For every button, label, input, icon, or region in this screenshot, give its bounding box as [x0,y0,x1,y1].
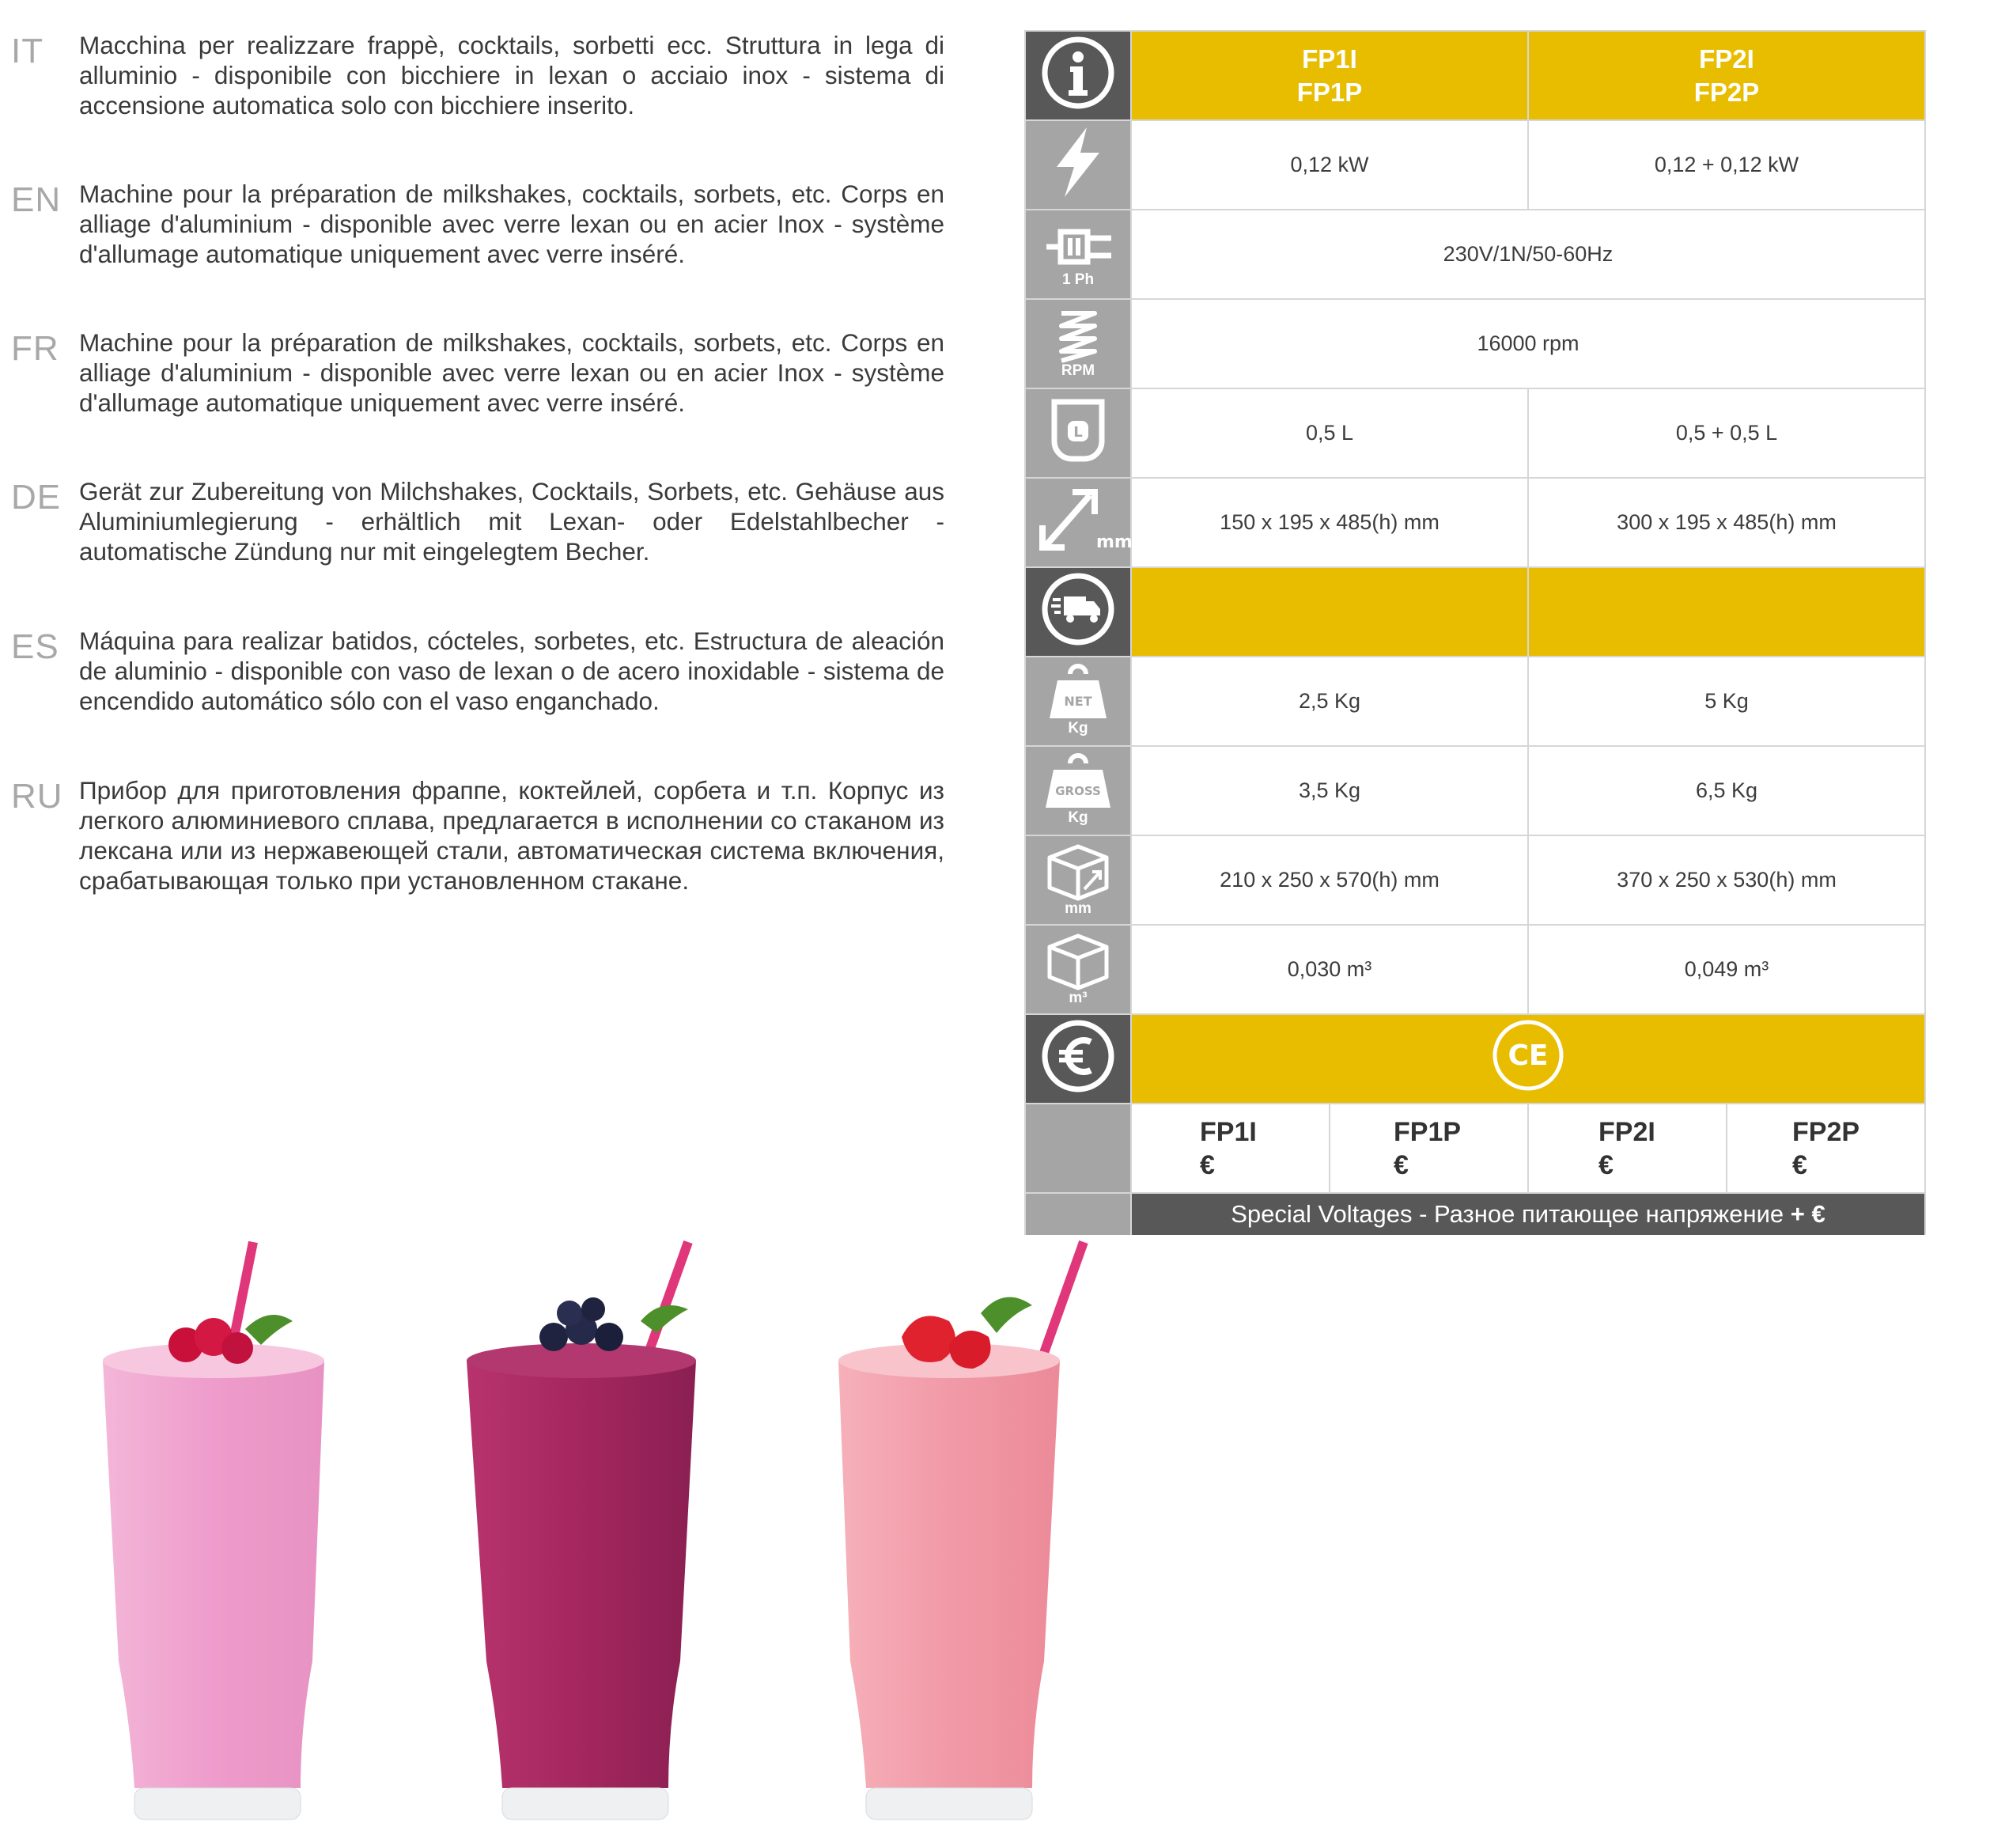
price-icon-cell [1025,1104,1131,1193]
power-a: 0,12 kW [1131,120,1528,210]
voltage: 230V/1N/50-60Hz [1131,210,1925,299]
language-code: ES [11,627,59,666]
power-icon-cell [1025,120,1131,210]
shipping-icon-cell [1025,567,1131,657]
blueberry-smoothie-glass [467,1242,696,1820]
description-text: Machine pour la préparation de milkshakes, cocktails, sorbets, etc. Corps en alliage d'aluminium - disponible avec verre lexan ou en acier Inox - système d'allumage automatique uniquement avec verre inséré. [79,180,944,268]
net-weight-icon [1046,666,1110,721]
description-text: Machine pour la préparation de milkshakes, cocktails, sorbets, etc. Corps en alliage d'aluminium - disponible avec verre lexan ou en acier Inox - système d'allumage automatique uniquement avec verre inséré. [79,328,944,417]
net-weight-a: 2,5 Kg [1131,657,1528,746]
description-ru [11,775,944,896]
volume-b: 0,049 m³ [1528,925,1925,1014]
plug-icon-cell [1025,210,1131,299]
volume-a: 0,030 m³ [1131,925,1528,1014]
box-volume-icon [1045,933,1111,991]
capacity-b: 0,5 + 0,5 L [1528,388,1925,478]
net-weight-icon-cell [1025,657,1131,746]
net-weight-b: 5 Kg [1528,657,1925,746]
shipping-header-a [1131,567,1528,657]
spring-icon [1050,309,1106,364]
language-code: IT [11,32,44,70]
ce-mark-icon [1490,1017,1566,1093]
description-text: Máquina para realizar batidos, cócteles, sorbetes, etc. Estructura de aleación de aluminio - disponible con vaso de lexan o de acero inoxidable - sistema de encendido automático sólo con el vaso enganchado. [79,627,944,715]
svg-text:NET: NET [1064,693,1092,709]
gross-weight-b: 6,5 Kg [1528,746,1925,835]
rpm-icon-cell [1025,299,1131,388]
raspberry-smoothie-glass [103,1242,324,1820]
shipping-header-b [1528,567,1925,657]
svg-text:mm: mm [1096,532,1133,552]
description-de [11,476,944,566]
plug-icon [1039,221,1118,273]
gross-kg-label: Kg [1068,808,1088,826]
capacity-icon-cell [1025,388,1131,478]
dimensions-a: 150 x 195 x 485(h) mm [1131,478,1528,567]
dimension-icon-cell [1025,478,1131,567]
euro-icon-cell [1025,1014,1131,1104]
pack-dimensions-icon-cell [1025,835,1131,925]
speed: 16000 rpm [1131,299,1925,388]
price-fp2p: FP2P € [1727,1104,1925,1193]
spec-table [1024,30,1926,1235]
gross-weight-icon [1042,755,1114,811]
language-code: FR [11,329,59,368]
volume-label: m³ [1069,989,1088,1006]
capacity-a: 0,5 L [1131,388,1528,478]
strawberry-smoothie-glass [838,1242,1084,1820]
svg-text:CE: CE [1508,1039,1549,1072]
model-header-b: FP2I FP2P [1528,31,1925,120]
rpm-label: RPM [1061,362,1095,379]
special-voltages: Special Voltages - Разное питающее напряжение + € [1131,1193,1925,1235]
price-fp1p: FP1P € [1330,1104,1528,1193]
euro-icon [1040,1018,1116,1094]
pack-dimensions-a: 210 x 250 x 570(h) mm [1131,835,1528,925]
cup-capacity-icon [1046,397,1110,464]
net-kg-label: Kg [1068,719,1088,737]
power-b: 0,12 + 0,12 kW [1528,120,1925,210]
language-code: EN [11,180,62,219]
model-header-a: FP1I FP1P [1131,31,1528,120]
delivery-truck-icon [1040,571,1116,647]
plug-label: 1 Ph [1061,271,1095,288]
svg-text:L: L [1073,424,1083,441]
diagonal-arrow-icon [1035,484,1133,555]
gross-weight-a: 3,5 Kg [1131,746,1528,835]
description-text: Macchina per realizzare frappè, cocktails, sorbetti ecc. Struttura in lega di alluminio - disponibile con bicchiere in lexan o acciaio inox - sistema di accensione automatica solo con bicchiere inserito. [79,31,944,119]
description-text: Прибор для приготовления фраппе, коктейлей, сорбета и т.п. Корпус из легкого алюминиевого сплава, предлагается в исполнении со стаканом из лексана или из нержавеющей стали, автоматическая система включения, срабатывающая только при установленном стакане. [79,776,944,895]
smoothie-glasses-illustration [0,1218,1107,1848]
price-fp1i: FP1I € [1131,1104,1330,1193]
gross-weight-icon-cell [1025,746,1131,835]
description-text: Gerät zur Zubereitung von Milchshakes, Cocktails, Sorbets, etc. Gehäuse aus Aluminiumlegierung - erhältlich mit Lexan- oder Edelstahlbecher - automatische Zündung nur mit eingelegtem Becher. [79,477,944,566]
description-it [11,30,944,120]
lightning-icon [1050,124,1106,200]
info-icon [1040,35,1116,111]
language-code: RU [11,777,63,816]
description-en [11,179,944,269]
info-icon-cell [1025,31,1131,120]
price-fp2i: FP2I € [1528,1104,1727,1193]
pack-dimensions-b: 370 x 250 x 530(h) mm [1528,835,1925,925]
description-fr [11,328,944,418]
language-code: DE [11,478,62,517]
pack-mm-label: mm [1065,899,1091,917]
description-es [11,626,944,716]
certification-row [1131,1014,1925,1104]
volume-icon-cell [1025,925,1131,1014]
svg-text:GROSS: GROSS [1055,783,1101,798]
dimensions-b: 300 x 195 x 485(h) mm [1528,478,1925,567]
box-dimensions-icon [1045,843,1111,902]
